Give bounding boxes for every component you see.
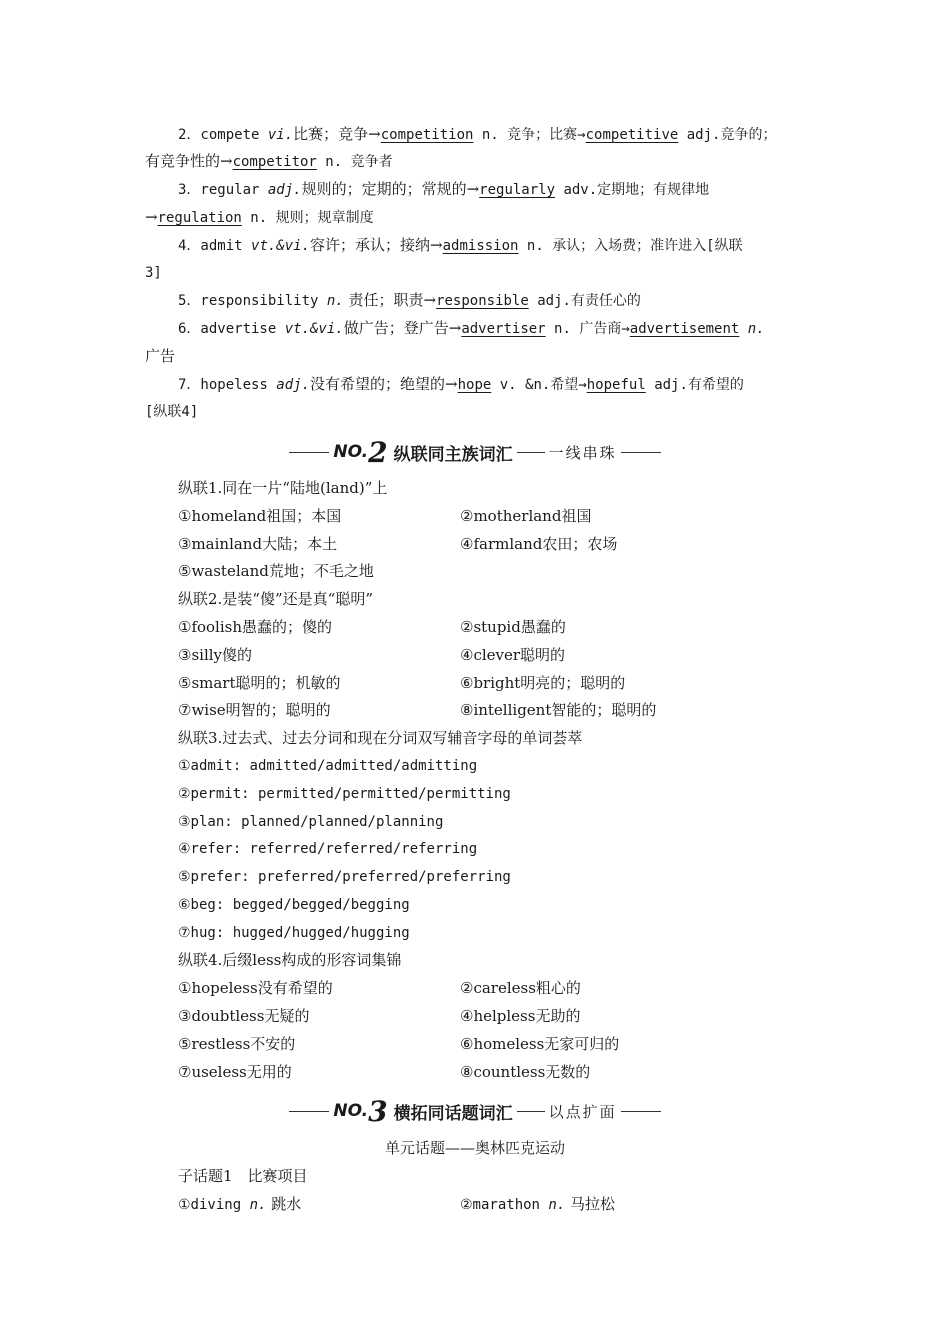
group-title: 纵联3.过去式、过去分词和现在分词双写辅音字母的单词荟萃 [178,729,583,747]
list-item: ⑧intelligent智能的；聪明的 [460,701,657,719]
list-item: ②motherland祖国 [460,507,592,525]
list-item: ⑥homeless无家可归的 [460,1035,620,1053]
header-dash [517,1111,545,1112]
header-rule-left [289,452,329,453]
header-rule-left [289,1111,329,1112]
list-item: ④clever聪明的 [460,646,566,664]
list-item: ⑦useless无用的 [178,1063,292,1081]
entry-advertise-cont: 广告 [145,347,176,365]
entry-responsibility: 5．responsibility n. 责任；职责→responsible adj.有责任心的 [178,291,641,309]
entry-regular-cont: →regulation n. 规则；规章制度 [145,208,374,226]
entry-compete-cont: 有竞争性的→competitor n. 竞争者 [145,152,393,170]
section-header-no2: NO. 2 纵联同主族词汇 一线串珠 [0,437,950,467]
entry-compete: 2．compete vi.比赛；竞争→competition n. 竞争；比赛→competitive adj.竞争的； [178,125,777,143]
subtopic-title: 子话题1 比赛项目 [178,1167,308,1185]
list-item: ⑤prefer: preferred/preferred/preferring [178,869,511,885]
section-header-no3: NO. 3 横拓同话题词汇 以点扩面 [0,1096,950,1126]
list-item: ③mainland大陆；本土 [178,535,338,553]
list-item: ①diving n. 跳水 [178,1195,302,1213]
header-rule-right [621,452,661,453]
list-item: ③plan: planned/planned/planning [178,814,444,830]
list-item: ①admit: admitted/admitted/admitting [178,758,478,774]
entry-admit: 4．admit vt.&vi.容许；承认；接纳→admission n. 承认；入场费；准许进入[纵联 [178,236,743,254]
list-item: ⑦wise明智的；聪明的 [178,701,331,719]
list-item: ①homeland祖国；本国 [178,507,342,525]
list-item: ④helpless无助的 [460,1007,581,1025]
list-item: ②careless粗心的 [460,979,581,997]
list-item: ④refer: referred/referred/referring [178,841,478,857]
unit-topic-title: 单元话题——奥林匹克运动 [384,1139,565,1157]
list-item: ②stupid愚蠢的 [460,618,566,636]
list-item: ③doubtless无疑的 [178,1007,310,1025]
list-item: ③silly傻的 [178,646,253,664]
list-item: ⑤restless不安的 [178,1035,296,1053]
header-rule-right [621,1111,661,1112]
list-item: ④farmland农田；农场 [460,535,618,553]
list-item: ⑥beg: begged/begged/begging [178,897,410,913]
list-item: ⑤smart聪明的；机敏的 [178,674,341,692]
entry-regular: 3．regular adj.规则的；定期的；常规的→regularly adv.定期地；有规律地 [178,180,710,198]
group-title: 纵联1.同在一片“陆地(land)”上 [178,479,388,497]
list-item: ⑤wasteland荒地；不毛之地 [178,562,374,580]
list-item: ⑦hug: hugged/hugged/hugging [178,925,410,941]
header-dash [517,452,545,453]
entry-hopeless: 7．hopeless adj.没有希望的；绝望的→hope v. &n.希望→hopeful adj.有希望的 [178,375,744,393]
group-title: 纵联2.是装“傻”还是真“聪明” [178,590,373,608]
list-item: ②marathon n. 马拉松 [460,1195,616,1213]
group-title: 纵联4.后缀less构成的形容词集锦 [178,951,402,969]
list-item: ⑧countless无数的 [460,1063,591,1081]
entry-advertise: 6．advertise vt.&vi.做广告；登广告→advertiser n. 广告商→advertisement n. [178,319,765,337]
list-item: ①hopeless没有希望的 [178,979,333,997]
entry-admit-cont: 3] [145,265,162,281]
entry-hopeless-cont: [纵联4] [145,404,199,420]
list-item: ①foolish愚蠢的；傻的 [178,618,333,636]
list-item: ②permit: permitted/permitted/permitting [178,786,511,802]
list-item: ⑥bright明亮的；聪明的 [460,674,626,692]
